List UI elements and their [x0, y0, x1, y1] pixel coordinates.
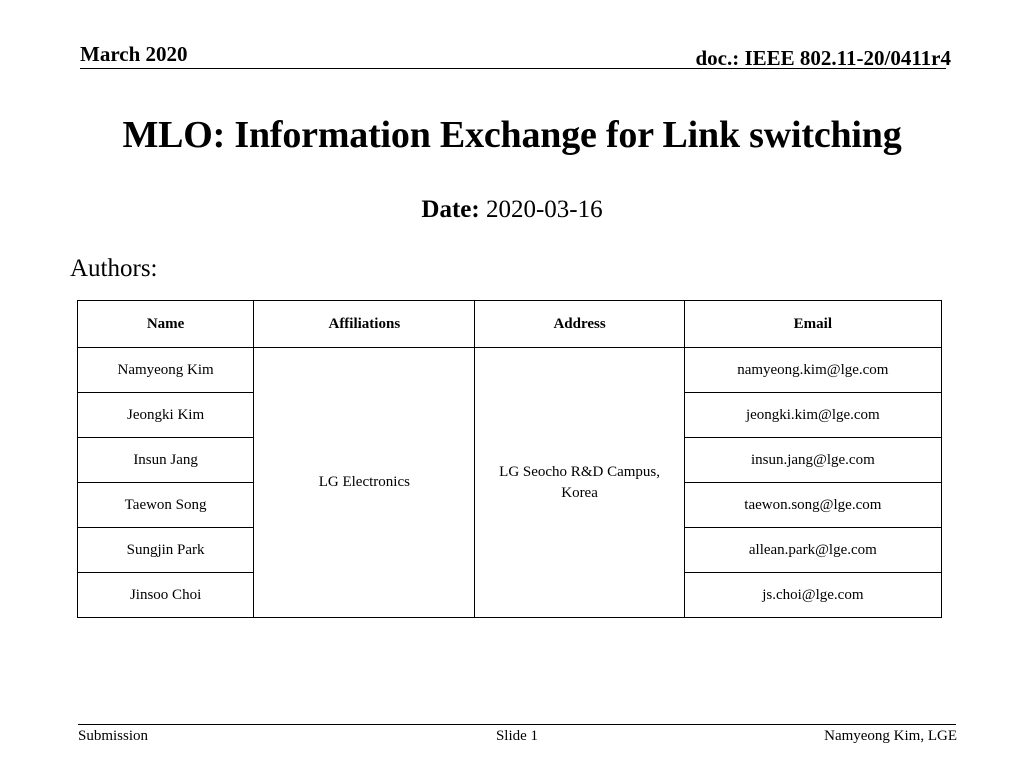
date-label: Date: [421, 196, 480, 223]
footer-submission: Submission [78, 728, 149, 744]
author-name: Namyeong Kim [78, 348, 254, 393]
author-email: taewon.song@lge.com [684, 483, 941, 528]
authors-label: Authors: [70, 255, 158, 282]
table-header-row [78, 301, 942, 348]
date-value: 2020-03-16 [485, 196, 603, 223]
author-name: Jinsoo Choi [78, 573, 254, 618]
footer-divider [78, 724, 956, 725]
author-name: Sungjin Park [78, 528, 254, 573]
slide-title: MLO: Information Exchange for Link switching [122, 114, 902, 156]
header-address: Address [475, 301, 684, 348]
header-divider [80, 68, 946, 69]
table-row [78, 348, 942, 393]
author-name: Taewon Song [78, 483, 254, 528]
author-name: Insun Jang [78, 438, 254, 483]
header-date: March 2020 [80, 42, 188, 66]
authors-table [77, 300, 942, 618]
author-email: js.choi@lge.com [684, 573, 941, 618]
author-email: allean.park@lge.com [684, 528, 941, 573]
header-affiliations: Affiliations [254, 301, 475, 348]
header-name: Name [78, 301, 254, 348]
affiliation-cell: LG Electronics [254, 348, 475, 618]
header-doc-id: doc.: IEEE 802.11-20/0411r4 [695, 46, 951, 70]
footer-slide-number: Slide 1 [495, 728, 539, 744]
author-email: namyeong.kim@lge.com [684, 348, 941, 393]
author-email: jeongki.kim@lge.com [684, 393, 941, 438]
author-name: Jeongki Kim [78, 393, 254, 438]
date-line [0, 196, 1024, 224]
header-email: Email [684, 301, 941, 348]
author-email: insun.jang@lge.com [684, 438, 941, 483]
footer-author: Namyeong Kim, LGE [824, 728, 957, 744]
address-cell: LG Seocho R&D Campus, Korea [475, 348, 684, 618]
